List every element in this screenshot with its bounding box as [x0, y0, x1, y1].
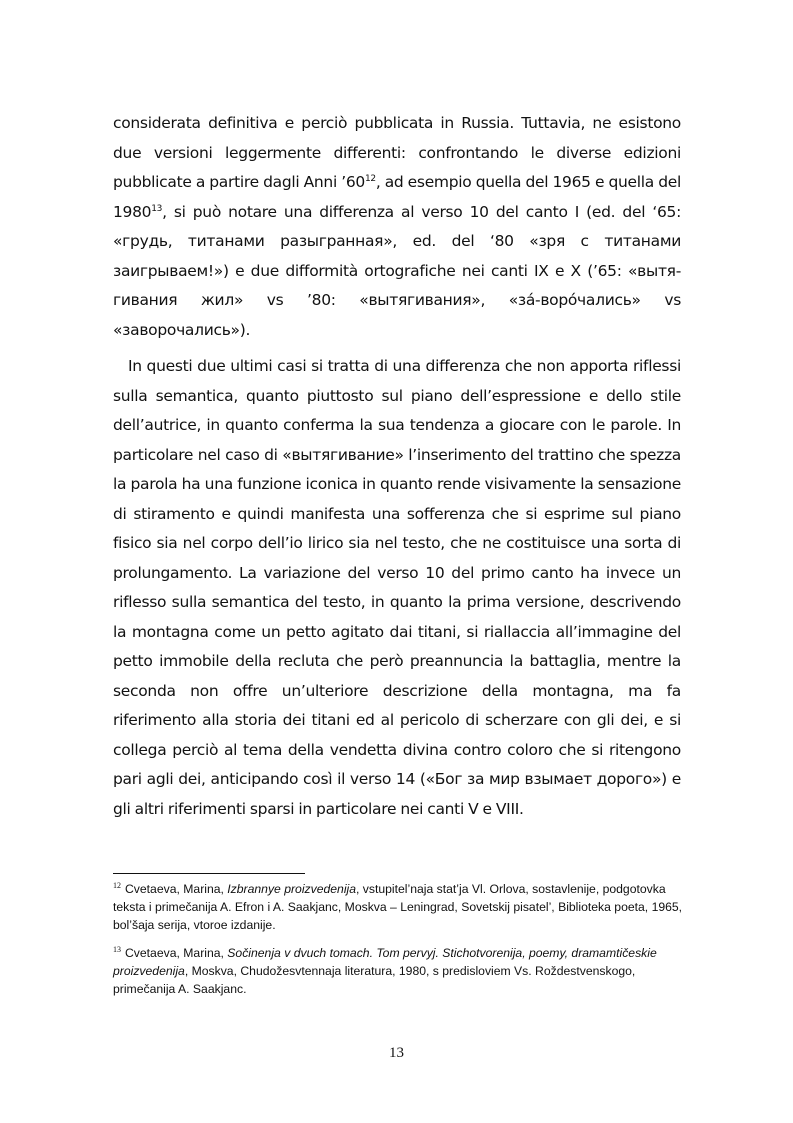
footnote-title: Izbrannye proizvedenija [227, 882, 357, 896]
paragraph-1 [113, 109, 681, 345]
footnote-separator [113, 873, 305, 874]
paragraph-1-text-b: , ad esempio quella del 1965 e quella del 1980 [113, 173, 681, 221]
footnote-number: 13 [113, 944, 121, 954]
footnote-title: Sočinenja v dvuch tomach. Tom pervyj. Stichotvorenija, poemy, dramamtičeskie proizvedenija [113, 946, 657, 978]
page-number: 13 [389, 1045, 404, 1061]
paragraph-1-text-c: , si può notare una differenza al verso 10 del canto I (ed. del ‘65: «грудь, титанами разыгранная», ed. del ‘80 «зря с титанами заигрываем!») e due difformità ortografiche nei canti IX e X (’65: «вытя-гивания жил» vs ’80: «вытягивания», «зá-ворóчались» vs «заворочались»). [113, 202, 681, 339]
paragraph-2-text: In questi due ultimi casi si tratta di una differenza che non apporta riflessi sulla semantica, quanto piuttosto sul piano dell’espressione e dello stile dell’autrice, in quanto conferma la sua tendenza a giocare con le parole. In particolare nel caso di «вытягивание» l’inserimento del trattino che spezza la parola ha una funzione iconica in quanto rende visivamente la sensazione di stiramento e quindi manifesta una sofferenza che si esprime sul piano fisico sia nel corpo dell’io lirico sia nel testo, che ne costituisce una sorta di prolungamento. La variazione del verso 10 del primo canto ha invece un riflesso sulla semantica del testo, in quanto la prima versione, descrivendo la montagna come un petto agitato dai titani, si riallaccia all’immagine del petto immobile della recluta che però preannuncia la battaglia, mentre la seconda non offre un’ulteriore descrizione della montagna, ma fa riferimento alla storia dei titani ed al pericolo di scherzare con gli dei, e si collega perciò al tema della vendetta divina contro coloro che si ritengono pari agli dei, anticipando così il verso 14 («Бог за мир взымает дорого») e gli altri riferimenti sparsi in particolare nei canti V e VIII. [113, 357, 681, 818]
footnote-text: , Moskva, Chudožesvtennaja literatura, 1980, s predisloviem Vs. Roždestvenskogo, primečanija A. Saakjanc. [113, 964, 636, 996]
footnote-ref-12[interactable]: 12 [364, 173, 376, 184]
footnote-12 [113, 880, 683, 934]
footnotes [113, 880, 683, 998]
footnote-text: , vstupitel’naja stat’ja Vl. Orlova, sostavlenije, podgotovka teksta i primečanija A. Efron i A. Saakjanc, Moskva – Leningrad, Sovetskij pisatel’, Biblioteka poeta, 1965, bol’šaja serija, vtoroe izdanije. [113, 882, 683, 932]
paragraph-1-text-a: considerata definitiva e perciò pubblicata in Russia. Tuttavia, ne esistono due versioni leggermente differenti: confrontando le diverse edizioni pubblicate a partire dagli Anni ’60 [113, 114, 681, 191]
footnote-number: 12 [113, 880, 121, 890]
footnote-13 [113, 944, 683, 998]
footnote-text: Cvetaeva, Marina, [125, 882, 228, 896]
body-text [113, 109, 681, 824]
footnote-text: Cvetaeva, Marina, [125, 946, 228, 960]
footnote-ref-13[interactable]: 13 [151, 203, 163, 214]
paragraph-2 [113, 352, 681, 824]
